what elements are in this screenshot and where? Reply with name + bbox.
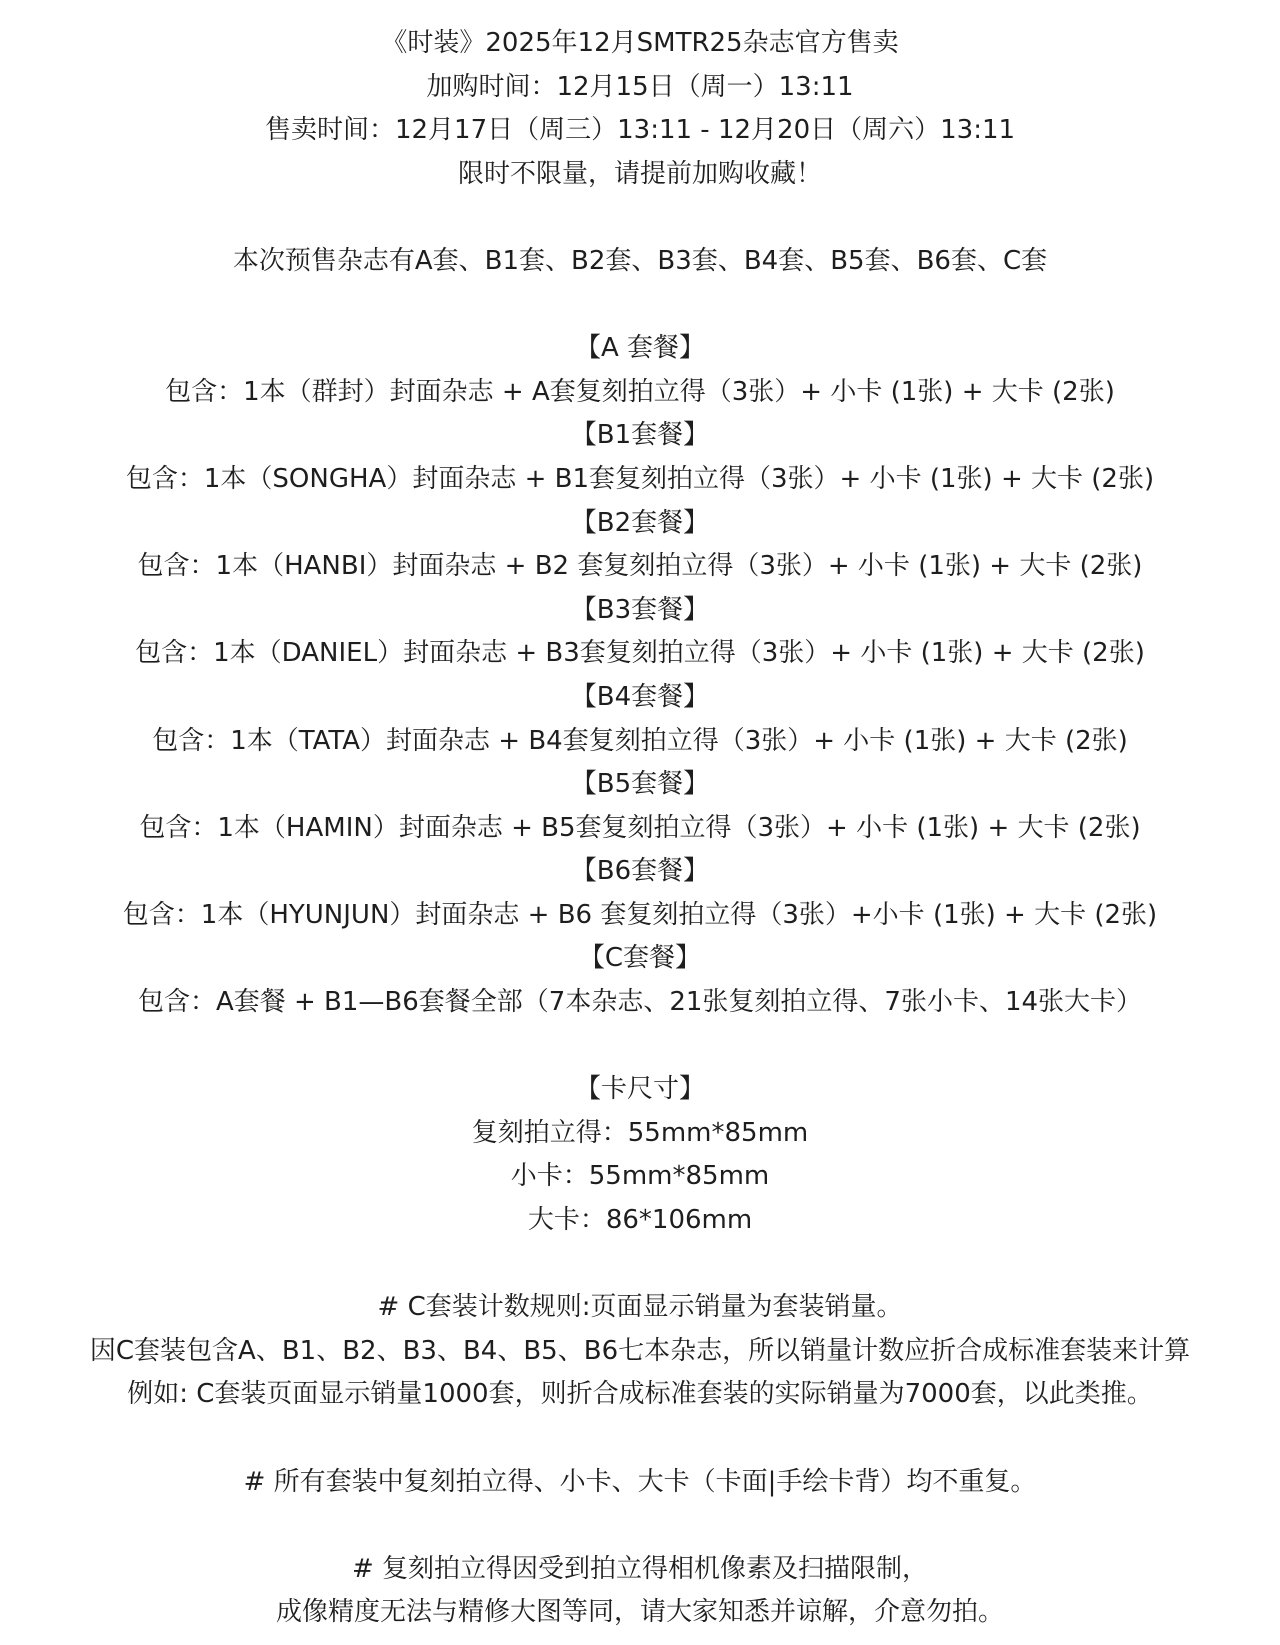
text-line: 包含：1本（DANIEL）封面杂志 + B3套复刻拍立得（3张）+ 小卡 (1张) + 大卡 (2张) [135,638,1145,669]
text-line: 大卡：86*106mm [527,1205,753,1236]
text-line: # 所有套装中复刻拍立得、小卡、大卡（卡面|手绘卡背）均不重复。 [243,1466,1037,1497]
blank-line [0,1504,1280,1548]
text-line: 包含：A套餐 + B1—B6套餐全部（7本杂志、21张复刻拍立得、7张小卡、14张大卡） [137,987,1143,1018]
blank-line [0,1025,1280,1069]
text-line: 成像精度无法与精修大图等同，请大家知悉并谅解，介意勿拍。 [275,1597,1004,1628]
text-line: 限时不限量，请提前加购收藏！ [457,158,822,189]
section-heading: 【B1套餐】 [570,420,710,451]
text-line: 包含：1本（HAMIN）封面杂志 + B5套复刻拍立得（3张）+ 小卡 (1张) + 大卡 (2张) [139,812,1141,843]
section-heading: 【B2套餐】 [570,507,710,538]
text-line: 包含：1本（群封）封面杂志 + A套复刻拍立得（3张）+ 小卡 (1张) + 大卡 (2张) [165,376,1115,407]
text-line: # C套装计数规则:页面显示销量为套装销量。 [377,1292,903,1323]
section-heading: 【A 套餐】 [574,333,706,364]
text-line: 包含：1本（SONGHA）封面杂志 + B1套复刻拍立得（3张）+ 小卡 (1张) + 大卡 (2张) [125,463,1155,494]
section-heading: 【B5套餐】 [570,769,710,800]
text-line: 因C套装包含A、B1、B2、B3、B4、B5、B6七本杂志，所以销量计数应折合成标准套装来计算 [89,1335,1191,1366]
text-line: 本次预售杂志有A套、B1套、B2套、B3套、B4套、B5套、B6套、C套 [232,245,1048,276]
section-heading: 【C套餐】 [578,943,702,974]
blank-line [0,196,1280,240]
text-line: 小卡：55mm*85mm [510,1161,770,1192]
section-heading: 【B3套餐】 [570,594,710,625]
section-heading: 【B4套餐】 [570,681,710,712]
text-line: 包含：1本（HYUNJUN）封面杂志 + B6 套复刻拍立得（3张）+小卡 (1张) + 大卡 (2张) [122,899,1158,930]
blank-line [0,1243,1280,1287]
text-line: 加购时间：12月15日（周一）13:11 [426,71,854,102]
section-heading: 【卡尺寸】 [574,1074,705,1105]
text-line: # 复刻拍立得因受到拍立得相机像素及扫描限制， [351,1553,929,1584]
section-heading: 【B6套餐】 [570,856,710,887]
text-line: 包含：1本（TATA）封面杂志 + B4套复刻拍立得（3张）+ 小卡 (1张) + 大卡 (2张) [152,725,1128,756]
text-line: 复刻拍立得：55mm*85mm [471,1117,809,1148]
text-line: 《时装》2025年12月SMTR25杂志官方售卖 [381,28,899,58]
text-line: 包含：1本（HANBI）封面杂志 + B2 套复刻拍立得（3张）+ 小卡 (1张) + 大卡 (2张) [137,551,1143,582]
blank-line [0,284,1280,328]
text-line: 售卖时间：12月17日（周三）13:11 - 12月20日（周六）13:11 [264,115,1016,146]
blank-line [0,1417,1280,1461]
text-line: 例如: C套装页面显示销量1000套，则折合成标准套装的实际销量为7000套，以此类推。 [127,1379,1153,1410]
